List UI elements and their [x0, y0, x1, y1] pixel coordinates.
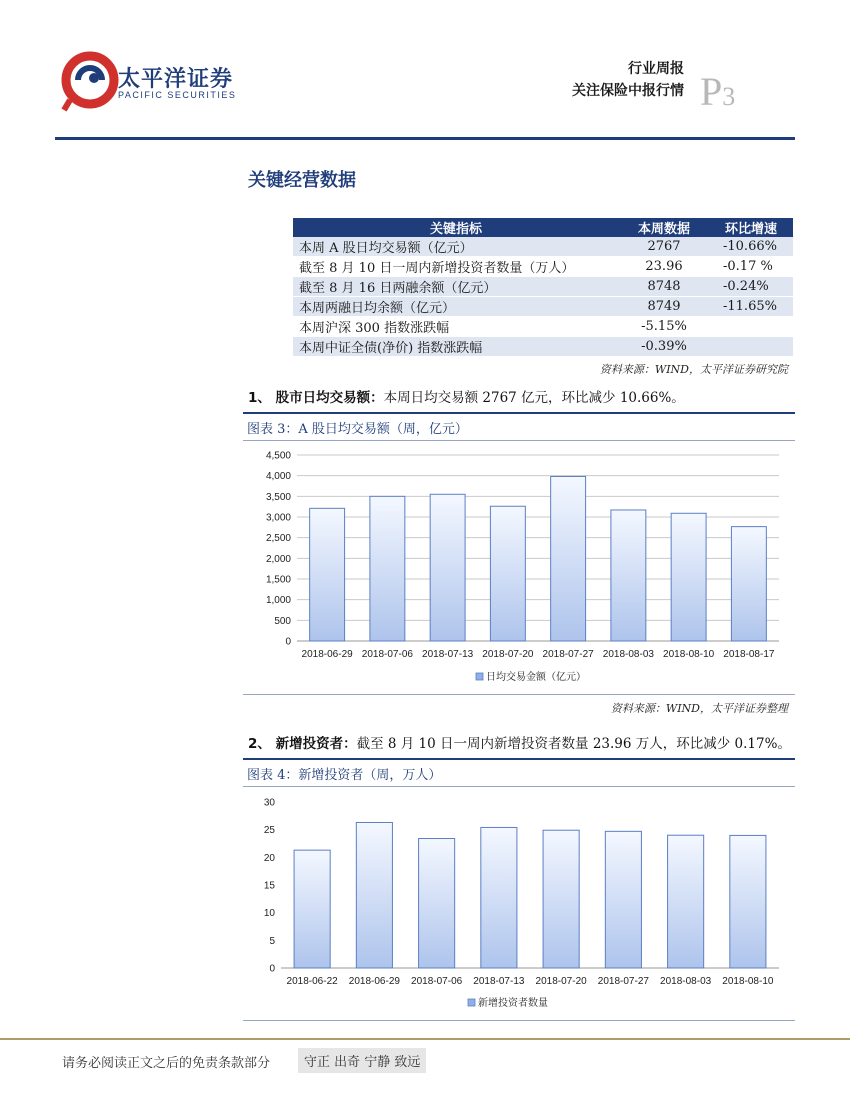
paragraph-text: 本周日均交易额 2767 亿元，环比减少 10.66%。	[383, 390, 685, 406]
table-cell: 本周中证全债(净价) 指数涨跌幅	[293, 337, 619, 357]
y-tick-label: 1,000	[265, 595, 291, 607]
bar	[310, 508, 345, 641]
table-cell: 本周 A 股日均交易额（亿元）	[293, 237, 619, 257]
bar	[543, 830, 579, 968]
y-tick-label: 5	[269, 935, 275, 947]
bar	[419, 839, 455, 968]
table-header-cell: 环比增速	[709, 218, 793, 237]
bar	[730, 835, 766, 968]
y-tick-label: 15	[263, 880, 275, 892]
chart-3-svg	[243, 440, 795, 692]
x-tick-label: 2018-08-03	[660, 976, 712, 987]
table-cell: 8748	[619, 277, 709, 297]
table-cell: -10.66%	[709, 237, 793, 257]
y-tick-label: 20	[263, 852, 275, 864]
table-cell: -11.65%	[709, 297, 793, 317]
bar	[668, 835, 704, 968]
y-tick-label: 2,500	[265, 533, 291, 545]
report-title: 关注保险中报行情	[572, 83, 684, 99]
chart-caption: 图表 4：新增投资者（周，万人）	[247, 768, 442, 783]
y-tick-label: 4,000	[265, 471, 291, 483]
table-cell: 截至 8 月 16 日两融余额（亿元）	[293, 277, 619, 297]
bar	[370, 496, 405, 641]
paragraph-trading-volume	[248, 386, 685, 406]
x-tick-label: 2018-07-13	[473, 976, 525, 987]
y-tick-label: 2,000	[265, 553, 291, 565]
bar	[481, 827, 517, 968]
x-tick-label: 2018-08-17	[723, 649, 775, 660]
table-source-note: 资料来源：WIND，太平洋证券研究院	[599, 363, 788, 376]
x-tick-label: 2018-06-22	[286, 976, 338, 987]
table-cell: 2767	[619, 237, 709, 257]
page-number	[700, 68, 735, 115]
bar	[671, 513, 706, 641]
x-tick-label: 2018-07-27	[597, 976, 649, 987]
table-row	[293, 337, 793, 357]
chart-source-note: 资料来源：WIND，太平洋证券整理	[610, 702, 788, 715]
x-tick-label: 2018-07-13	[422, 649, 474, 660]
chart-caption: 图表 3：A 股日均交易额（周，亿元）	[247, 422, 468, 437]
chart-4-header	[243, 758, 795, 786]
key-data-table	[293, 218, 793, 357]
table-cell	[709, 317, 793, 337]
x-tick-label: 2018-06-29	[348, 976, 400, 987]
table-cell: -0.17 %	[709, 257, 793, 277]
chart-3-bottom-rule	[243, 694, 795, 695]
footer-disclaimer: 请务必阅读正文之后的免责条款部分	[62, 1056, 271, 1071]
table-cell: -5.15%	[619, 317, 709, 337]
chart-3-header	[243, 412, 795, 440]
chart-4-bottom-rule	[243, 1020, 795, 1021]
x-tick-label: 2018-07-06	[361, 649, 413, 660]
y-tick-label: 3,000	[265, 512, 291, 524]
table-row	[293, 257, 793, 277]
x-tick-label: 2018-07-06	[411, 976, 463, 987]
y-tick-label: 0	[269, 963, 275, 975]
legend-label: 日均交易金额（亿元）	[486, 672, 586, 683]
report-type: 行业周报	[628, 61, 684, 77]
y-tick-label: 0	[285, 636, 291, 648]
bar	[605, 831, 641, 968]
bar	[430, 494, 465, 641]
logo-text-cn: 太平洋证券	[118, 67, 234, 92]
bar	[611, 510, 646, 641]
y-tick-label: 500	[274, 615, 291, 627]
x-tick-label: 2018-08-10	[722, 976, 774, 987]
table-cell: -0.24%	[709, 277, 793, 297]
logo-text-en: PACIFIC SECURITIES	[118, 90, 237, 100]
footer-divider	[0, 1038, 850, 1040]
table-cell: 23.96	[619, 257, 709, 277]
x-tick-label: 2018-06-29	[301, 649, 353, 660]
table-cell	[709, 337, 793, 357]
header-divider	[55, 137, 795, 140]
legend-label: 新增投资者数量	[478, 998, 548, 1009]
legend-swatch	[468, 999, 475, 1006]
legend-swatch	[476, 673, 483, 680]
y-tick-label: 4,500	[265, 450, 291, 462]
x-tick-label: 2018-07-20	[535, 976, 587, 987]
table-row	[293, 317, 793, 337]
x-tick-label: 2018-07-20	[482, 649, 534, 660]
table-cell: 本周沪深 300 指数涨跌幅	[293, 317, 619, 337]
y-tick-label: 30	[263, 797, 275, 809]
table-cell: 8749	[619, 297, 709, 317]
chart-4-svg	[243, 786, 795, 1016]
table-cell: 本周两融日均余额（亿元）	[293, 297, 619, 317]
bar	[731, 527, 766, 641]
y-tick-label: 25	[263, 825, 275, 837]
paragraph-lead: 2、 新增投资者：	[248, 736, 357, 752]
footer-slogan: 守正 出奇 宁静 致远	[298, 1048, 426, 1073]
paragraph-text: 截至 8 月 10 日一周内新增投资者数量 23.96 万人，环比减少 0.17%。	[356, 736, 791, 752]
bar	[490, 506, 525, 641]
x-tick-label: 2018-07-27	[542, 649, 594, 660]
page-digit: 3	[722, 82, 736, 111]
table-header-cell: 本周数据	[619, 218, 709, 237]
y-tick-label: 3,500	[265, 491, 291, 503]
table-cell: 截至 8 月 10 日一周内新增投资者数量（万人）	[293, 257, 619, 277]
x-tick-label: 2018-08-10	[663, 649, 715, 660]
table-row	[293, 277, 793, 297]
table-cell: -0.39%	[619, 337, 709, 357]
page-letter: P	[700, 69, 723, 114]
bar	[294, 850, 330, 968]
bar	[356, 822, 392, 968]
paragraph-new-investors	[248, 732, 791, 752]
table-row	[293, 297, 793, 317]
y-tick-label: 10	[263, 908, 275, 920]
table-header-cell: 关键指标	[293, 218, 619, 237]
section-title: 关键经营数据	[248, 170, 356, 191]
bar	[551, 476, 586, 641]
table-header-row	[293, 218, 793, 237]
logo-mark-icon	[60, 44, 120, 114]
paragraph-lead: 1、 股市日均交易额：	[248, 390, 384, 406]
x-tick-label: 2018-08-03	[602, 649, 654, 660]
y-tick-label: 1,500	[265, 574, 291, 586]
table-row	[293, 237, 793, 257]
